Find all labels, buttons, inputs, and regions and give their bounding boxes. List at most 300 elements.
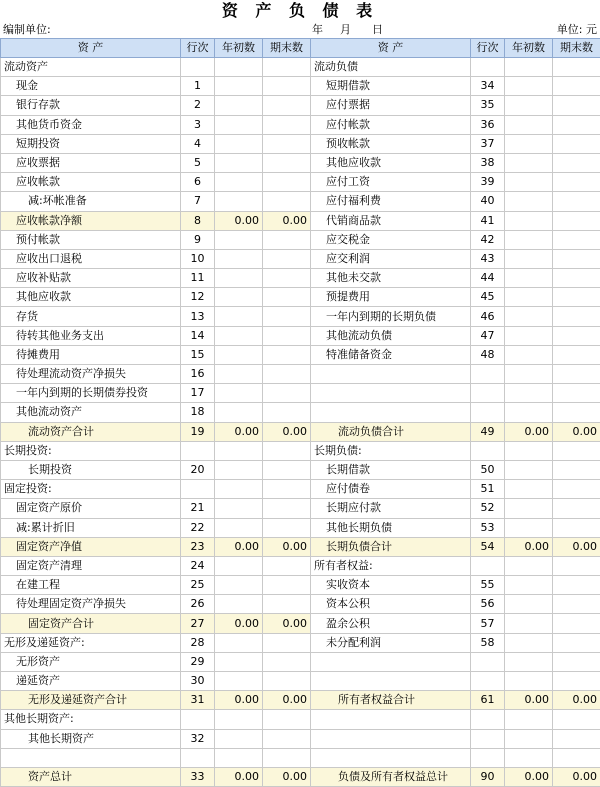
left-opening-value [215,518,263,537]
left-line-no: 6 [181,173,215,192]
balance-sheet-table [0,38,600,787]
right-line-no: 38 [471,153,505,172]
right-line-no [471,729,505,748]
left-opening-value [215,77,263,96]
left-opening-value [215,460,263,479]
right-opening-value [505,115,553,134]
left-line-no: 26 [181,595,215,614]
left-closing-value [263,729,311,748]
left-line-no: 2 [181,96,215,115]
left-item: 资产总计 [1,767,181,786]
left-item: 应收帐款净额 [1,211,181,230]
left-closing-value [263,115,311,134]
left-closing-value [263,153,311,172]
right-closing-value [553,115,600,134]
right-closing-value [553,384,600,403]
table-row [1,537,600,556]
left-opening-value [215,710,263,729]
left-line-no: 3 [181,115,215,134]
left-line-no: 31 [181,691,215,710]
right-opening-value [505,441,553,460]
right-line-no: 34 [471,77,505,96]
left-closing-value [263,576,311,595]
right-item: 资本公积 [311,595,471,614]
right-opening-value [505,134,553,153]
right-opening-value [505,211,553,230]
table-row [1,230,600,249]
right-line-no: 45 [471,288,505,307]
left-item: 应收补贴款 [1,269,181,288]
right-closing-value [553,96,600,115]
right-closing-value [553,307,600,326]
right-line-no: 39 [471,173,505,192]
table-row [1,192,600,211]
table-row [1,480,600,499]
header-opening: 年初数 [215,39,263,58]
right-line-no: 48 [471,345,505,364]
day-label: 日 [372,22,383,38]
left-opening-value [215,403,263,422]
right-opening-value: 0.00 [505,422,553,441]
right-line-no: 50 [471,460,505,479]
right-closing-value [553,652,600,671]
table-row [1,518,600,537]
left-item: 固定投资: [1,480,181,499]
left-item: 流动资产合计 [1,422,181,441]
right-line-no [471,710,505,729]
right-opening-value [505,729,553,748]
compiling-unit-label: 编制单位: [3,22,51,38]
right-item: 实收资本 [311,576,471,595]
left-opening-value [215,748,263,767]
right-closing-value [553,518,600,537]
right-item [311,710,471,729]
table-row [1,672,600,691]
right-opening-value [505,345,553,364]
right-item [311,403,471,422]
right-opening-value [505,384,553,403]
header-closing: 期末数 [263,39,311,58]
left-line-no: 5 [181,153,215,172]
left-opening-value: 0.00 [215,211,263,230]
left-line-no: 23 [181,537,215,556]
right-item: 长期负债: [311,441,471,460]
header-liabilities: 资 产 [311,39,471,58]
left-opening-value [215,173,263,192]
right-closing-value [553,595,600,614]
left-closing-value: 0.00 [263,767,311,786]
left-closing-value [263,384,311,403]
left-item: 无形及递延资产合计 [1,691,181,710]
right-item: 代销商品款 [311,211,471,230]
right-line-no: 57 [471,614,505,633]
right-item: 应交利润 [311,249,471,268]
table-header-row [1,39,600,58]
right-closing-value [553,269,600,288]
right-line-no: 40 [471,192,505,211]
left-opening-value [215,58,263,77]
left-line-no: 24 [181,556,215,575]
right-opening-value [505,230,553,249]
right-item: 盈余公积 [311,614,471,633]
table-row [1,269,600,288]
right-opening-value [505,518,553,537]
right-item [311,652,471,671]
right-item: 预收帐款 [311,134,471,153]
table-row [1,77,600,96]
right-closing-value [553,729,600,748]
right-line-no: 42 [471,230,505,249]
right-opening-value [505,614,553,633]
left-item: 固定资产原价 [1,499,181,518]
right-closing-value [553,460,600,479]
right-item: 应交税金 [311,230,471,249]
right-closing-value [553,211,600,230]
right-line-no: 35 [471,96,505,115]
table-row [1,173,600,192]
table-row [1,288,600,307]
left-closing-value [263,365,311,384]
right-opening-value [505,326,553,345]
left-line-no: 30 [181,672,215,691]
left-opening-value [215,249,263,268]
year-label: 年 [312,22,323,38]
right-opening-value [505,480,553,499]
left-opening-value [215,115,263,134]
right-opening-value [505,403,553,422]
left-line-no: 1 [181,77,215,96]
left-opening-value [215,441,263,460]
left-line-no [181,441,215,460]
left-item [1,748,181,767]
right-item: 流动负债合计 [311,422,471,441]
left-closing-value: 0.00 [263,537,311,556]
table-row [1,576,600,595]
right-item [311,672,471,691]
right-closing-value [553,192,600,211]
left-opening-value [215,595,263,614]
left-line-no: 12 [181,288,215,307]
header-line-no-right: 行次 [471,39,505,58]
right-line-no [471,748,505,767]
right-item: 未分配利润 [311,633,471,652]
right-closing-value: 0.00 [553,691,600,710]
right-item: 所有者权益合计 [311,691,471,710]
right-closing-value [553,576,600,595]
left-line-no: 25 [181,576,215,595]
left-closing-value [263,249,311,268]
right-item [311,748,471,767]
table-row [1,403,600,422]
right-line-no: 52 [471,499,505,518]
table-row [1,710,600,729]
right-line-no [471,441,505,460]
left-opening-value [215,307,263,326]
right-closing-value [553,365,600,384]
left-closing-value [263,96,311,115]
table-row [1,58,600,77]
table-row [1,422,600,441]
right-closing-value [553,153,600,172]
right-opening-value [505,652,553,671]
right-opening-value [505,77,553,96]
left-line-no: 20 [181,460,215,479]
right-closing-value [553,345,600,364]
right-closing-value [553,748,600,767]
left-line-no: 16 [181,365,215,384]
left-opening-value [215,480,263,499]
right-line-no: 90 [471,767,505,786]
left-closing-value [263,58,311,77]
left-opening-value [215,326,263,345]
right-line-no: 46 [471,307,505,326]
left-item: 无形及递延资产: [1,633,181,652]
right-line-no: 61 [471,691,505,710]
right-opening-value [505,288,553,307]
left-item: 待处理固定资产净损失 [1,595,181,614]
left-item: 递延资产 [1,672,181,691]
right-opening-value [505,633,553,652]
left-closing-value [263,480,311,499]
left-opening-value [215,556,263,575]
left-item: 预付帐款 [1,230,181,249]
left-line-no: 17 [181,384,215,403]
right-item: 所有者权益: [311,556,471,575]
table-row [1,153,600,172]
right-item: 负债及所有者权益总计 [311,767,471,786]
left-line-no: 7 [181,192,215,211]
left-closing-value [263,441,311,460]
right-closing-value [553,326,600,345]
right-line-no: 55 [471,576,505,595]
left-closing-value [263,499,311,518]
left-closing-value [263,748,311,767]
right-line-no [471,652,505,671]
left-opening-value: 0.00 [215,691,263,710]
right-closing-value [553,441,600,460]
right-line-no: 37 [471,134,505,153]
left-item: 应收出口退税 [1,249,181,268]
right-line-no: 44 [471,269,505,288]
left-item: 固定资产合计 [1,614,181,633]
right-item: 其他未交款 [311,269,471,288]
left-opening-value [215,672,263,691]
left-opening-value [215,230,263,249]
left-opening-value [215,269,263,288]
left-closing-value [263,672,311,691]
left-line-no: 21 [181,499,215,518]
header-opening-right: 年初数 [505,39,553,58]
right-line-no [471,556,505,575]
left-item: 待摊费用 [1,345,181,364]
table-row [1,134,600,153]
right-item [311,384,471,403]
left-line-no: 18 [181,403,215,422]
left-item: 其他货币资金 [1,115,181,134]
left-closing-value [263,595,311,614]
right-line-no: 36 [471,115,505,134]
right-opening-value [505,58,553,77]
left-item: 待转其他业务支出 [1,326,181,345]
table-row [1,614,600,633]
left-opening-value: 0.00 [215,767,263,786]
left-closing-value: 0.00 [263,211,311,230]
table-row [1,729,600,748]
right-item: 一年内到期的长期负债 [311,307,471,326]
right-opening-value [505,365,553,384]
left-opening-value [215,96,263,115]
right-closing-value: 0.00 [553,537,600,556]
left-opening-value [215,192,263,211]
right-closing-value [553,499,600,518]
table-row [1,249,600,268]
right-item: 长期负债合计 [311,537,471,556]
table-row [1,96,600,115]
left-item: 减:坏帐准备 [1,192,181,211]
table-row [1,441,600,460]
right-item: 其他流动负债 [311,326,471,345]
right-line-no: 43 [471,249,505,268]
table-row [1,633,600,652]
left-line-no [181,58,215,77]
right-item: 长期借款 [311,460,471,479]
left-line-no: 8 [181,211,215,230]
left-closing-value [263,345,311,364]
left-opening-value [215,729,263,748]
right-line-no [471,384,505,403]
left-opening-value [215,134,263,153]
right-item [311,729,471,748]
right-closing-value [553,672,600,691]
table-row [1,652,600,671]
right-line-no: 58 [471,633,505,652]
right-closing-value [553,614,600,633]
header-assets: 资 产 [1,39,181,58]
table-row [1,365,600,384]
right-item [311,365,471,384]
left-item: 在建工程 [1,576,181,595]
table-row [1,345,600,364]
table-row [1,211,600,230]
left-closing-value [263,269,311,288]
right-item: 其他长期负债 [311,518,471,537]
header-line-no: 行次 [181,39,215,58]
left-closing-value [263,134,311,153]
right-closing-value [553,77,600,96]
right-line-no: 51 [471,480,505,499]
left-line-no: 28 [181,633,215,652]
right-closing-value [553,134,600,153]
right-closing-value: 0.00 [553,422,600,441]
left-opening-value: 0.00 [215,537,263,556]
right-line-no: 49 [471,422,505,441]
left-closing-value: 0.00 [263,691,311,710]
right-line-no: 47 [471,326,505,345]
left-line-no: 29 [181,652,215,671]
left-closing-value [263,326,311,345]
right-item: 应付票据 [311,96,471,115]
right-closing-value [553,173,600,192]
left-line-no: 4 [181,134,215,153]
left-item: 存货 [1,307,181,326]
left-item: 长期投资 [1,460,181,479]
left-closing-value [263,652,311,671]
right-opening-value [505,96,553,115]
left-line-no: 14 [181,326,215,345]
left-line-no: 15 [181,345,215,364]
currency-unit-label: 单位: 元 [557,22,597,38]
left-closing-value [263,460,311,479]
right-line-no: 53 [471,518,505,537]
left-opening-value [215,576,263,595]
right-item: 应付工资 [311,173,471,192]
left-item: 短期投资 [1,134,181,153]
right-item: 长期应付款 [311,499,471,518]
right-item: 特准储备资金 [311,345,471,364]
left-opening-value [215,345,263,364]
left-item: 银行存款 [1,96,181,115]
right-line-no [471,365,505,384]
right-opening-value [505,173,553,192]
right-closing-value: 0.00 [553,767,600,786]
left-closing-value: 0.00 [263,614,311,633]
right-line-no: 56 [471,595,505,614]
left-closing-value [263,518,311,537]
table-row [1,499,600,518]
right-opening-value [505,576,553,595]
left-line-no: 22 [181,518,215,537]
right-opening-value [505,460,553,479]
left-item: 固定资产清理 [1,556,181,575]
left-opening-value [215,288,263,307]
left-line-no: 19 [181,422,215,441]
left-line-no [181,748,215,767]
right-closing-value [553,403,600,422]
left-closing-value [263,556,311,575]
left-line-no: 32 [181,729,215,748]
right-closing-value [553,480,600,499]
right-opening-value [505,269,553,288]
left-opening-value [215,384,263,403]
table-row [1,595,600,614]
left-line-no [181,480,215,499]
left-closing-value: 0.00 [263,422,311,441]
right-item: 短期借款 [311,77,471,96]
left-item: 固定资产净值 [1,537,181,556]
table-row [1,384,600,403]
left-closing-value [263,633,311,652]
left-closing-value [263,403,311,422]
right-opening-value [505,556,553,575]
right-closing-value [553,633,600,652]
right-opening-value [505,710,553,729]
left-line-no [181,710,215,729]
right-line-no [471,403,505,422]
left-closing-value [263,288,311,307]
left-line-no: 27 [181,614,215,633]
table-row [1,691,600,710]
table-row [1,307,600,326]
left-opening-value [215,365,263,384]
right-closing-value [553,556,600,575]
right-opening-value [505,748,553,767]
table-row [1,326,600,345]
left-opening-value [215,499,263,518]
left-closing-value [263,173,311,192]
right-opening-value: 0.00 [505,767,553,786]
left-line-no: 33 [181,767,215,786]
report-title: 资 产 负 债 表 [0,0,600,22]
